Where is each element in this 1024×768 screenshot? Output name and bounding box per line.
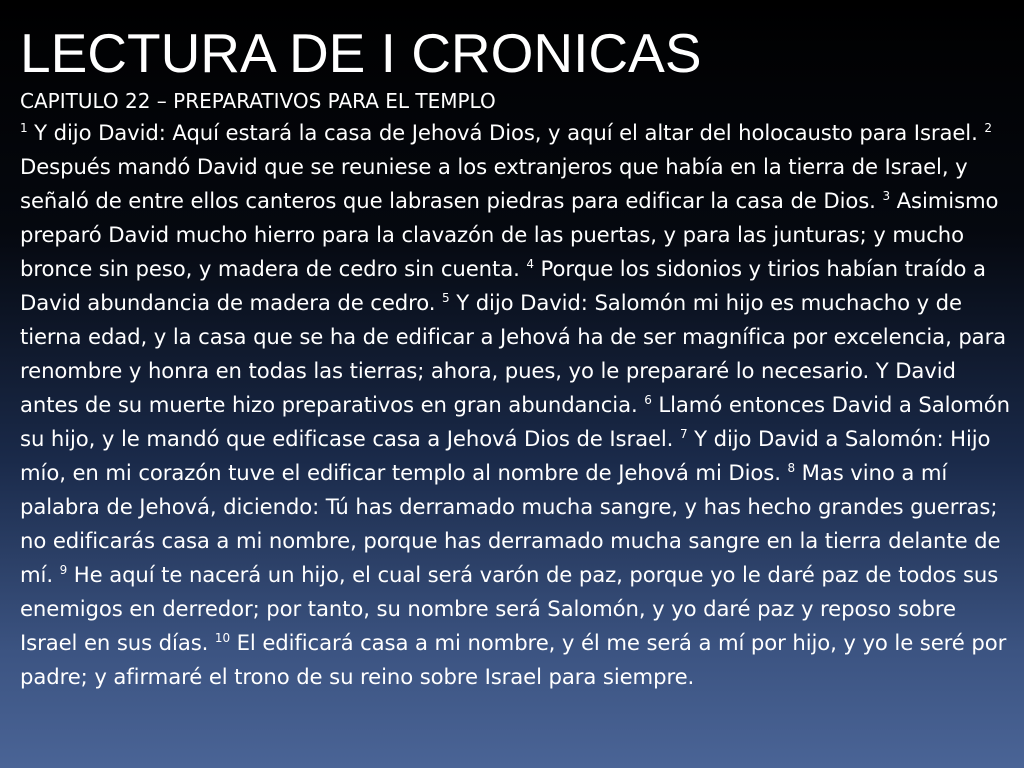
slide-title: LECTURA DE I CRONICAS [20, 22, 702, 84]
verse-number: 7 [679, 426, 688, 441]
verse-text: Llamó entonces David a Salomón su hijo, y le mandó que edificase casa a Jehová Dios de Israel. [20, 392, 1011, 451]
verse-text: Porque los sidonios y tirios habían traído a David abundancia de madera de cedro. [20, 256, 986, 315]
verse-1 [20, 120, 984, 145]
verse-text: He aquí te nacerá un hijo, el cual será varón de paz, porque yo le daré paz de todos sus enemigos en derredor; por tanto, su nombre será Salomón, y yo daré paz y reposo sobre Israel en sus días. [20, 562, 999, 655]
verse-text: Asimismo preparó David mucho hierro para la clavazón de las puertas, y para las junturas; y mucho bronce sin peso, y madera de cedro sin cuenta. [20, 188, 999, 281]
verse-number: 8 [787, 460, 796, 475]
slide [20, 20, 1010, 694]
verse-number: 3 [882, 188, 890, 203]
verse-number: 1 [20, 120, 28, 135]
verse-number: 4 [526, 256, 534, 271]
slide-subtitle: CAPITULO 22 – PREPARATIVOS PARA EL TEMPLO [20, 89, 496, 113]
verse-text: El edificará casa a mi nombre, y él me será a mí por hijo, y yo le seré por padre; y afirmaré el trono de su reino sobre Israel para siempre. [20, 630, 1007, 689]
verse-number: 6 [644, 392, 652, 407]
verses-text [20, 116, 1010, 694]
verse-text: Después mandó David que se reuniese a los extranjeros que había en la tierra de Israel, y señaló de entre ellos canteros que labrasen piedras para edificar la casa de Dios. [20, 154, 968, 213]
verse-number: 9 [59, 562, 68, 577]
verse-text: Mas vino a mí palabra de Jehová, diciendo: Tú has derramado mucha sangre, y has hecho grandes guerras; no edificarás casa a mi nombre, porque has derramado mucha sangre en la tierra delante de mí. [20, 460, 1001, 587]
verse-text: Y dijo David: Aquí estará la casa de Jehová Dios, y aquí el altar del holocausto para Israel. [27, 120, 985, 145]
verse-number: 5 [442, 290, 450, 305]
verse-text: Y dijo David a Salomón: Hijo mío, en mi corazón tuve el edificar templo al nombre de Jehová mi Dios. [20, 426, 991, 485]
verse-number: 2 [984, 120, 992, 135]
verse-text: Y dijo David: Salomón mi hijo es muchacho y de tierna edad, y la casa que se ha de edificar a Jehová ha de ser magnífica por excelencia, para renombre y honra en todas las tierras; ahora, pues, yo le prepararé lo necesario. Y David antes de su muerte hizo preparativos en gran abundancia. [20, 290, 1007, 417]
verse-number: 10 [214, 630, 230, 645]
